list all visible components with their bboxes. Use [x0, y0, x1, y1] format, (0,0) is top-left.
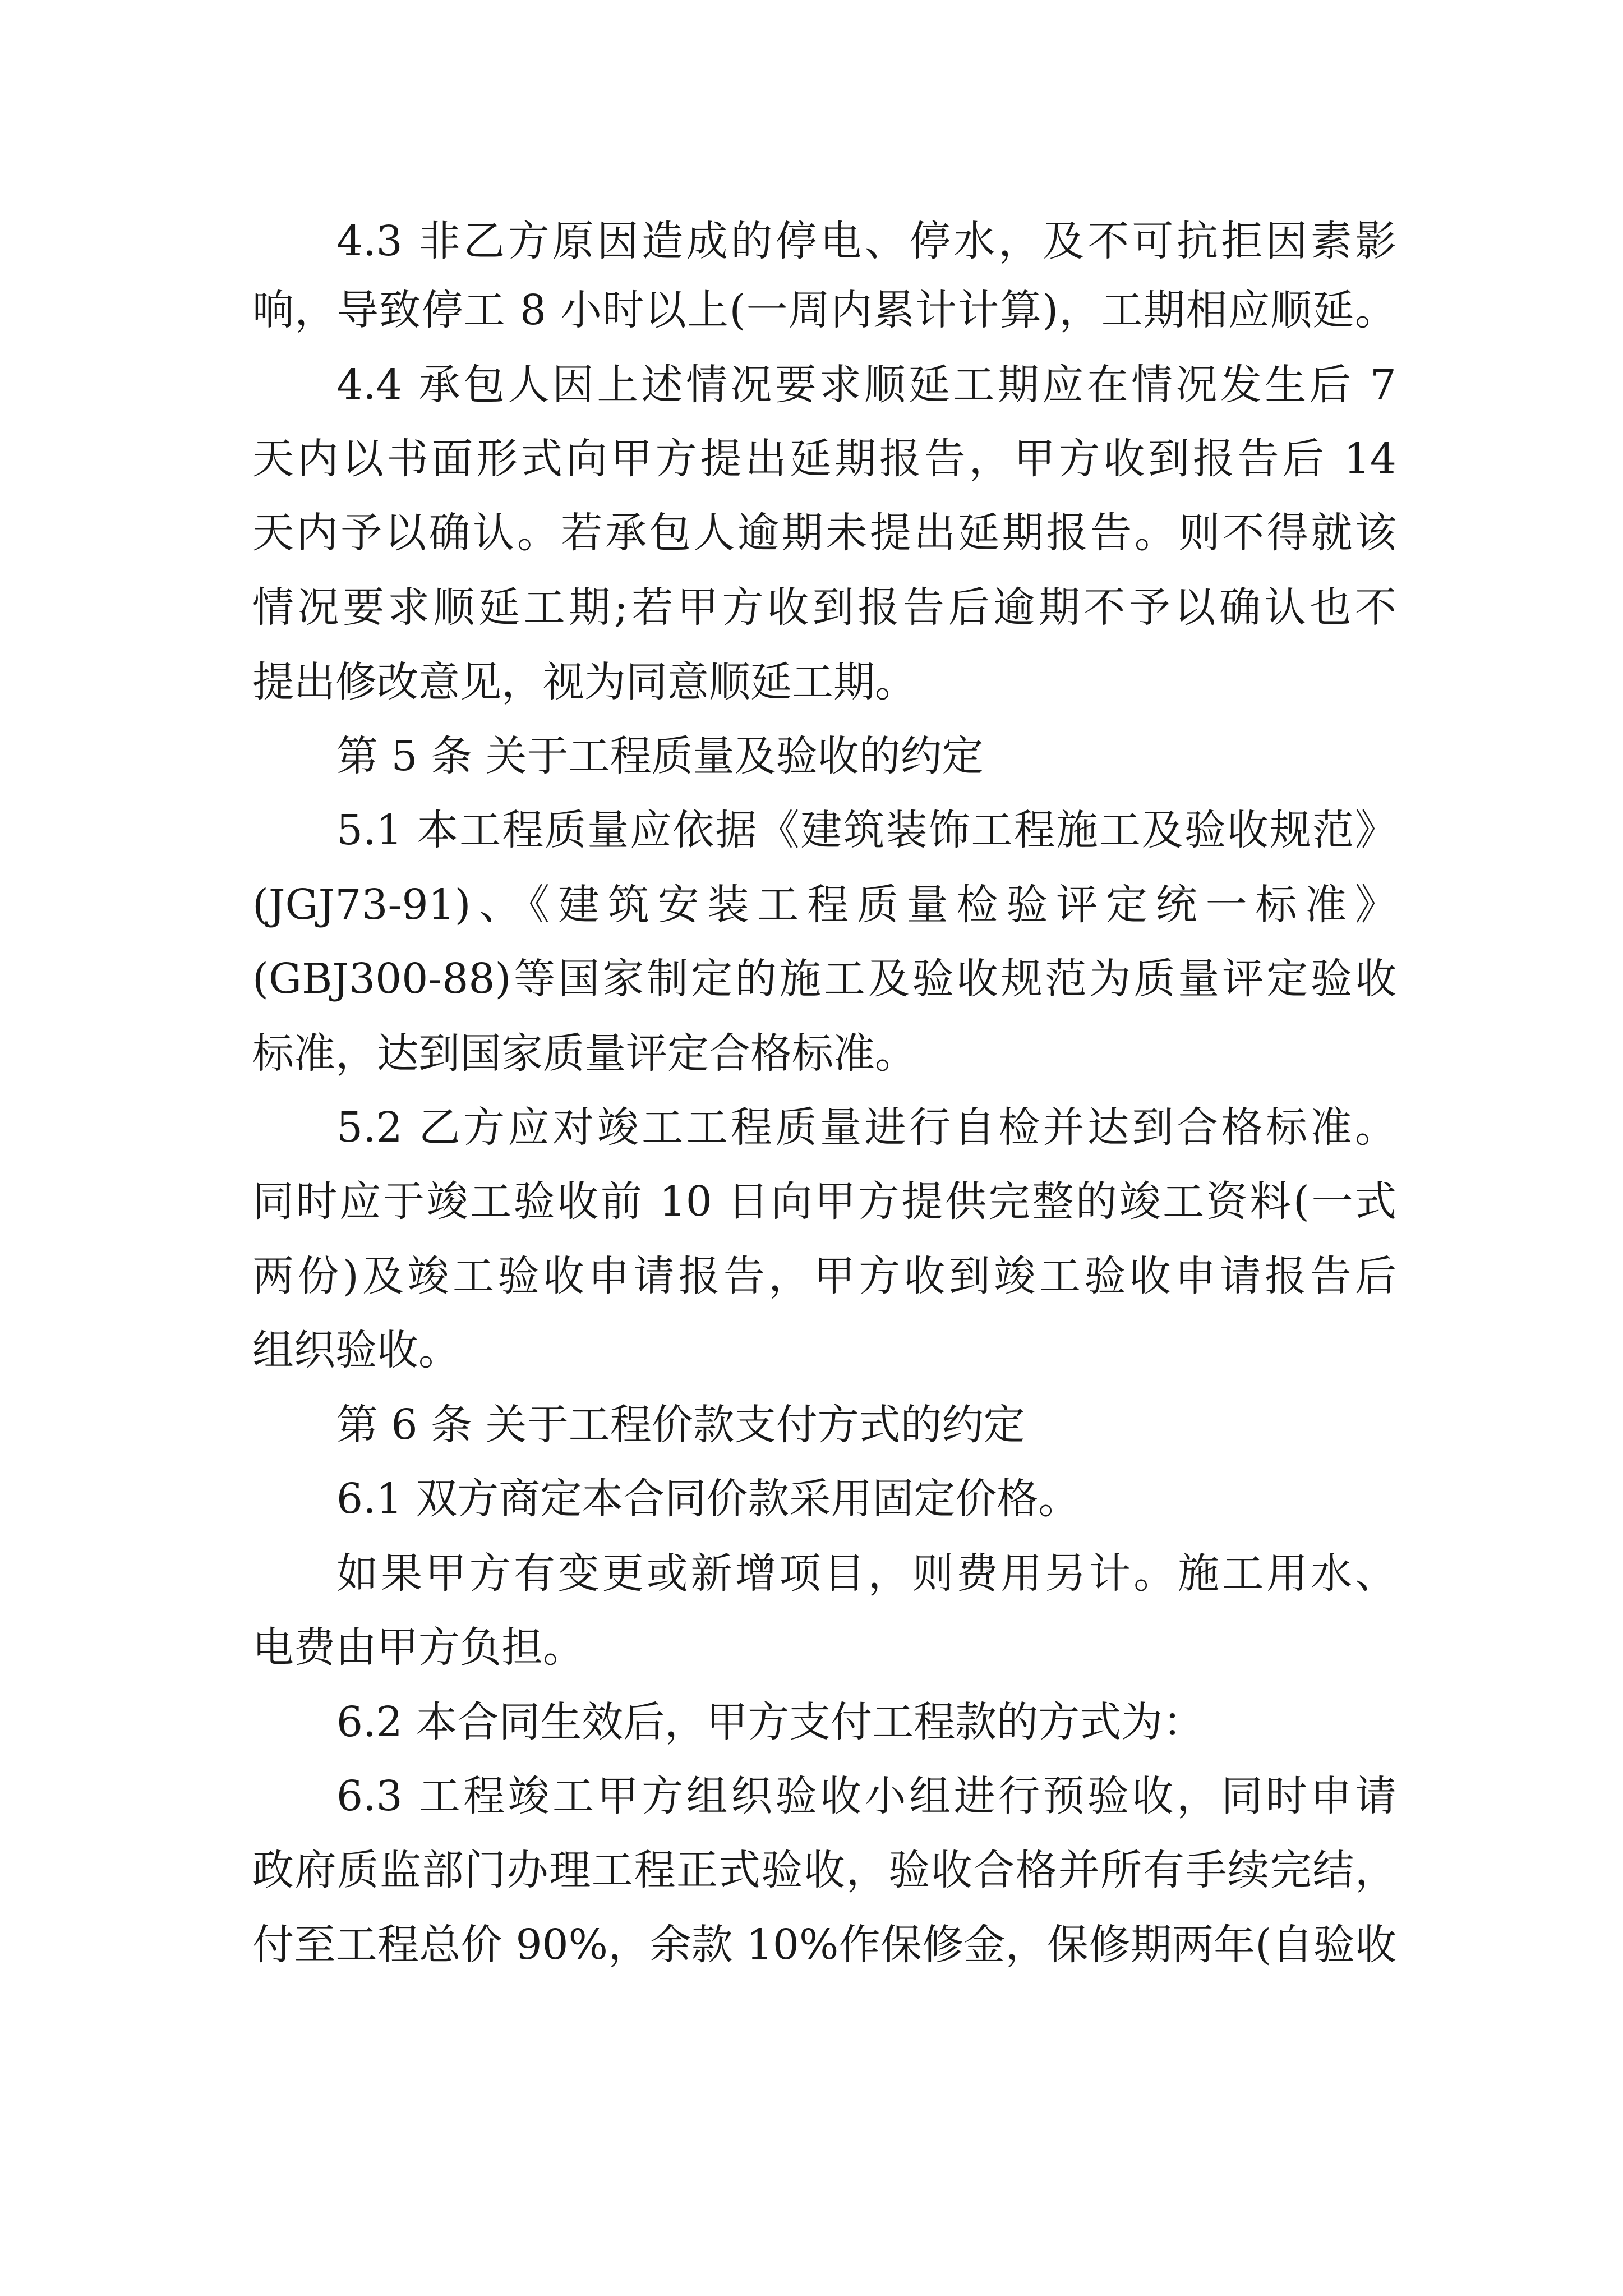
text-line: 政府质监部门办理工程正式验收，验收合格并所有手续完结， — [252, 1846, 1396, 1894]
text-line: 5.1 本工程质量应依据《建筑装饰工程施工及验收规范》 — [336, 806, 1396, 854]
text-line: 6.3 工程竣工甲方组织验收小组进行预验收，同时申请 — [336, 1772, 1396, 1820]
text-line: 情况要求顺延工期;若甲方收到报告后逾期不予以确认也不 — [252, 583, 1396, 632]
text-line: 两份)及竣工验收申请报告，甲方收到竣工验收申请报告后 — [252, 1252, 1396, 1300]
text-line: 天内予以确认。若承包人逾期未提出延期报告。则不得就该 — [252, 509, 1396, 557]
section-heading: 第 6 条 关于工程价款支付方式的约定 — [336, 1401, 1025, 1449]
text-line: (GBJ300-88)等国家制定的施工及验收规范为质量评定验收 — [252, 955, 1396, 1003]
text-line: 天内以书面形式向甲方提出延期报告，甲方收到报告后 14 — [252, 435, 1396, 483]
text-line: 4.4 承包人因上述情况要求顺延工期应在情况发生后 7 — [336, 361, 1396, 409]
text-line: 如果甲方有变更或新增项目，则费用另计。施工用水、 — [336, 1549, 1396, 1598]
text-line: 4.3 非乙方原因造成的停电、停水，及不可抗拒因素影 — [336, 217, 1396, 265]
text-line: 电费由甲方负担。 — [252, 1623, 584, 1672]
text-line: 组织验收。 — [252, 1326, 460, 1374]
text-line: 付至工程总价 90%，余款 10%作保修金，保修期两年(自验收 — [252, 1921, 1396, 1969]
text-line: 6.2 本合同生效后，甲方支付工程款的方式为： — [336, 1698, 1205, 1746]
text-line: 6.1 双方商定本合同价款采用固定价格。 — [336, 1475, 1080, 1523]
text-line: 同时应于竣工验收前 10 日向甲方提供完整的竣工资料(一式 — [252, 1177, 1396, 1226]
text-line: 标准，达到国家质量评定合格标准。 — [252, 1029, 916, 1078]
text-line: 响，导致停工 8 小时以上(一周内累计计算)，工期相应顺延。 — [252, 286, 1396, 334]
text-line: 提出修改意见，视为同意顺延工期。 — [252, 658, 916, 706]
text-line: (JGJ73-91)、《建筑安装工程质量检验评定统一标准》 — [252, 881, 1396, 929]
section-heading: 第 5 条 关于工程质量及验收的约定 — [336, 732, 984, 780]
text-line: 5.2 乙方应对竣工工程质量进行自检并达到合格标准。 — [336, 1103, 1396, 1152]
